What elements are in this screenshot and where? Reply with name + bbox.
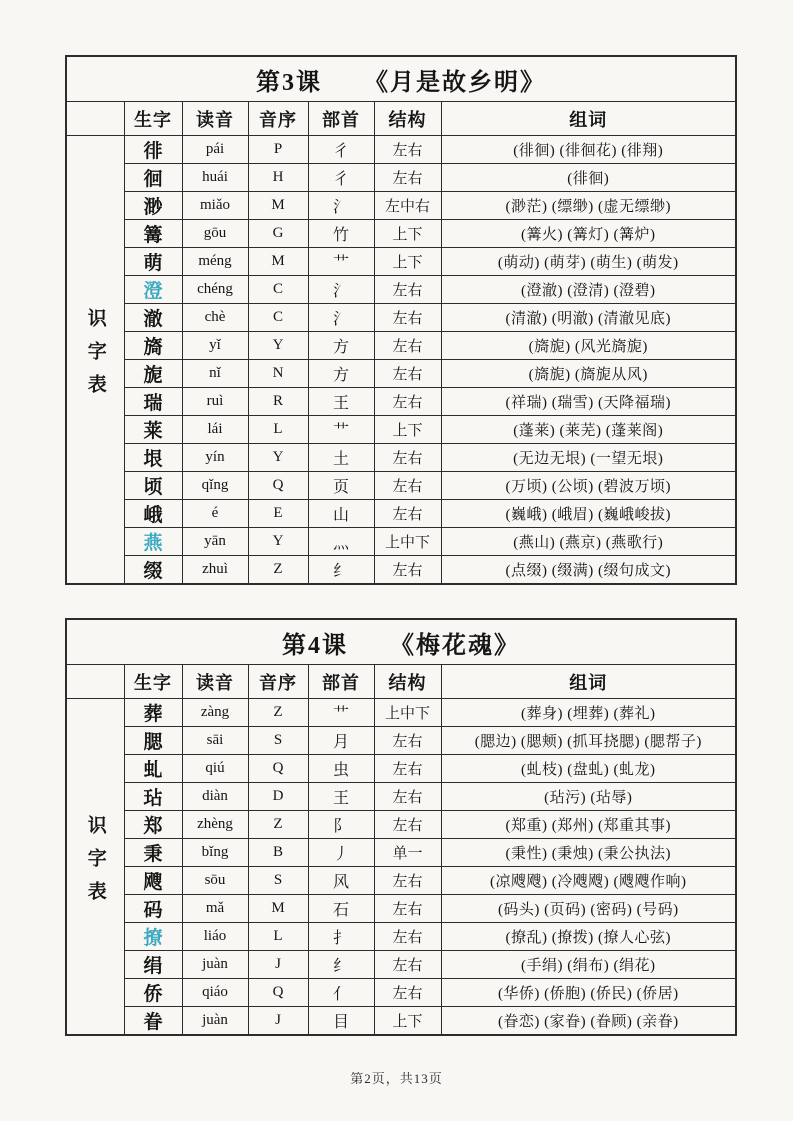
- table-row: [66, 472, 736, 500]
- lesson-4-vocab-table: [65, 618, 737, 1036]
- table-row: [66, 388, 736, 416]
- alphabetical-initial: G: [248, 220, 308, 248]
- table-row: [66, 136, 736, 164]
- table-row: [66, 360, 736, 388]
- table-row: [66, 895, 736, 923]
- alphabetical-initial: J: [248, 1007, 308, 1036]
- alphabetical-initial: B: [248, 839, 308, 867]
- radical: 纟: [308, 556, 374, 585]
- column-header-pinyin: 读音: [182, 102, 248, 136]
- radical: 王: [308, 783, 374, 811]
- radical: 艹: [308, 699, 374, 727]
- table-row: [66, 248, 736, 276]
- new-character: 渺: [124, 192, 182, 220]
- word-groups: (蓬莱) (莱芜) (蓬莱阁): [441, 416, 736, 444]
- table-row: [66, 416, 736, 444]
- sidebar-header-spacer: [66, 665, 124, 699]
- radical: 丿: [308, 839, 374, 867]
- word-groups: (凉飕飕) (冷飕飕) (飕飕作响): [441, 867, 736, 895]
- character-structure: 左右: [374, 388, 441, 416]
- pinyin: zhèng: [182, 811, 248, 839]
- character-structure: 上下: [374, 248, 441, 276]
- word-groups: (虬枝) (盘虬) (虬龙): [441, 755, 736, 783]
- alphabetical-initial: J: [248, 951, 308, 979]
- new-character: 旎: [124, 360, 182, 388]
- new-character: 玷: [124, 783, 182, 811]
- column-header-row: [66, 102, 736, 136]
- word-groups: (手绢) (绢布) (绢花): [441, 951, 736, 979]
- new-character: 旖: [124, 332, 182, 360]
- word-groups: (葬身) (埋葬) (葬礼): [441, 699, 736, 727]
- pinyin: diàn: [182, 783, 248, 811]
- alphabetical-initial: P: [248, 136, 308, 164]
- radical: 阝: [308, 811, 374, 839]
- pinyin: sāi: [182, 727, 248, 755]
- alphabetical-initial: Z: [248, 699, 308, 727]
- character-structure: 左右: [374, 895, 441, 923]
- new-character: 莱: [124, 416, 182, 444]
- new-character: 撩: [124, 923, 182, 951]
- pinyin: qǐng: [182, 472, 248, 500]
- alphabetical-initial: H: [248, 164, 308, 192]
- lesson-number: 第3课: [256, 69, 323, 96]
- alphabetical-initial: S: [248, 867, 308, 895]
- table-row: [66, 727, 736, 755]
- alphabetical-initial: S: [248, 727, 308, 755]
- pinyin: lái: [182, 416, 248, 444]
- pinyin: qiú: [182, 755, 248, 783]
- radical: 王: [308, 388, 374, 416]
- radical: 彳: [308, 136, 374, 164]
- radical: 月: [308, 727, 374, 755]
- lesson-3-title: [66, 56, 736, 102]
- pinyin: liáo: [182, 923, 248, 951]
- radical: 土: [308, 444, 374, 472]
- column-header-structure: 结构: [374, 102, 441, 136]
- table-row: [66, 500, 736, 528]
- word-groups: (巍峨) (峨眉) (巍峨峻拔): [441, 500, 736, 528]
- lesson-number: 第4课: [282, 632, 349, 659]
- alphabetical-initial: M: [248, 895, 308, 923]
- new-character: 燕: [124, 528, 182, 556]
- new-character: 绢: [124, 951, 182, 979]
- radical: 彳: [308, 164, 374, 192]
- character-structure: 左右: [374, 556, 441, 585]
- character-structure: 上中下: [374, 528, 441, 556]
- character-structure: 左右: [374, 276, 441, 304]
- pinyin: chè: [182, 304, 248, 332]
- new-character: 徘: [124, 136, 182, 164]
- table-row: [66, 755, 736, 783]
- alphabetical-initial: Z: [248, 556, 308, 585]
- column-header-pinyin: 读音: [182, 665, 248, 699]
- pinyin: zhuì: [182, 556, 248, 585]
- character-structure: 左右: [374, 951, 441, 979]
- new-character: 郑: [124, 811, 182, 839]
- word-groups: (万顷) (公顷) (碧波万顷): [441, 472, 736, 500]
- column-header-char: 生字: [124, 665, 182, 699]
- character-structure: 单一: [374, 839, 441, 867]
- radical: 目: [308, 1007, 374, 1036]
- pinyin: é: [182, 500, 248, 528]
- pinyin: yān: [182, 528, 248, 556]
- alphabetical-initial: N: [248, 360, 308, 388]
- word-groups: (撩乱) (撩拨) (撩人心弦): [441, 923, 736, 951]
- character-structure: 左中右: [374, 192, 441, 220]
- table-row: [66, 979, 736, 1007]
- table-row: [66, 164, 736, 192]
- pinyin: méng: [182, 248, 248, 276]
- radical: 氵: [308, 276, 374, 304]
- pinyin: juàn: [182, 951, 248, 979]
- new-character: 虬: [124, 755, 182, 783]
- alphabetical-initial: L: [248, 923, 308, 951]
- new-character: 缀: [124, 556, 182, 585]
- table-row: [66, 699, 736, 727]
- table-row: [66, 276, 736, 304]
- word-groups: (旖旎) (风光旖旎): [441, 332, 736, 360]
- table-row: [66, 192, 736, 220]
- word-groups: (眷恋) (家眷) (眷顾) (亲眷): [441, 1007, 736, 1036]
- word-groups: (渺茫) (缥缈) (虚无缥缈): [441, 192, 736, 220]
- radical: 石: [308, 895, 374, 923]
- sidebar-vertical-text: 识字表: [84, 307, 106, 407]
- character-structure: 左右: [374, 332, 441, 360]
- column-header-initial: 音序: [248, 102, 308, 136]
- word-groups: (篝火) (篝灯) (篝炉): [441, 220, 736, 248]
- new-character: 瑞: [124, 388, 182, 416]
- alphabetical-initial: M: [248, 248, 308, 276]
- sidebar-section-label: [66, 136, 124, 585]
- lesson-name: 《月是故乡明》: [364, 69, 547, 96]
- pinyin: qiáo: [182, 979, 248, 1007]
- word-groups: (燕山) (燕京) (燕歌行): [441, 528, 736, 556]
- table-row: [66, 1007, 736, 1036]
- table-row: [66, 783, 736, 811]
- column-header-radical: 部首: [308, 102, 374, 136]
- character-structure: 上下: [374, 220, 441, 248]
- page-content: [65, 55, 735, 1036]
- pinyin: juàn: [182, 1007, 248, 1036]
- table-row: [66, 556, 736, 585]
- table-row: [66, 867, 736, 895]
- radical: 氵: [308, 304, 374, 332]
- new-character: 顷: [124, 472, 182, 500]
- table-row: [66, 811, 736, 839]
- table-row: [66, 220, 736, 248]
- radical: 氵: [308, 192, 374, 220]
- column-header-words: 组词: [441, 665, 736, 699]
- new-character: 侨: [124, 979, 182, 1007]
- pinyin: mǎ: [182, 895, 248, 923]
- word-groups: (华侨) (侨胞) (侨民) (侨居): [441, 979, 736, 1007]
- page-number-footer: 第2页，共13页: [350, 1071, 443, 1086]
- word-groups: (祥瑞) (瑞雪) (天降福瑞): [441, 388, 736, 416]
- radical: 亻: [308, 979, 374, 1007]
- character-structure: 上中下: [374, 699, 441, 727]
- radical: 纟: [308, 951, 374, 979]
- new-character: 峨: [124, 500, 182, 528]
- word-groups: (旖旎) (旖旎从风): [441, 360, 736, 388]
- pinyin: zàng: [182, 699, 248, 727]
- alphabetical-initial: C: [248, 276, 308, 304]
- new-character: 萌: [124, 248, 182, 276]
- radical: 艹: [308, 416, 374, 444]
- pinyin: yǐ: [182, 332, 248, 360]
- pinyin: chéng: [182, 276, 248, 304]
- word-groups: (玷污) (玷辱): [441, 783, 736, 811]
- new-character: 葬: [124, 699, 182, 727]
- alphabetical-initial: C: [248, 304, 308, 332]
- character-structure: 左右: [374, 811, 441, 839]
- alphabetical-initial: E: [248, 500, 308, 528]
- alphabetical-initial: Q: [248, 472, 308, 500]
- character-structure: 左右: [374, 164, 441, 192]
- character-structure: 左右: [374, 136, 441, 164]
- pinyin: gōu: [182, 220, 248, 248]
- lesson-4-title: [66, 619, 736, 665]
- table-row: [66, 839, 736, 867]
- character-structure: 上下: [374, 1007, 441, 1036]
- character-structure: 左右: [374, 444, 441, 472]
- radical: 方: [308, 360, 374, 388]
- alphabetical-initial: Q: [248, 979, 308, 1007]
- new-character: 秉: [124, 839, 182, 867]
- character-structure: 左右: [374, 360, 441, 388]
- alphabetical-initial: Y: [248, 528, 308, 556]
- sidebar-section-label: [66, 699, 124, 1036]
- pinyin: ruì: [182, 388, 248, 416]
- table-row: [66, 332, 736, 360]
- column-header-structure: 结构: [374, 665, 441, 699]
- lesson-3-title-row: [66, 56, 736, 102]
- character-structure: 左右: [374, 867, 441, 895]
- character-structure: 左右: [374, 755, 441, 783]
- new-character: 徊: [124, 164, 182, 192]
- word-groups: (徘徊) (徘徊花) (徘翔): [441, 136, 736, 164]
- character-structure: 左右: [374, 783, 441, 811]
- table-row: [66, 528, 736, 556]
- word-groups: (徘徊): [441, 164, 736, 192]
- alphabetical-initial: Y: [248, 444, 308, 472]
- pinyin: pái: [182, 136, 248, 164]
- alphabetical-initial: Y: [248, 332, 308, 360]
- new-character: 飕: [124, 867, 182, 895]
- pinyin: huái: [182, 164, 248, 192]
- new-character: 码: [124, 895, 182, 923]
- table-row: [66, 923, 736, 951]
- radical: 竹: [308, 220, 374, 248]
- radical: 风: [308, 867, 374, 895]
- alphabetical-initial: L: [248, 416, 308, 444]
- new-character: 篝: [124, 220, 182, 248]
- character-structure: 上下: [374, 416, 441, 444]
- word-groups: (码头) (页码) (密码) (号码): [441, 895, 736, 923]
- new-character: 腮: [124, 727, 182, 755]
- new-character: 垠: [124, 444, 182, 472]
- pinyin: nǐ: [182, 360, 248, 388]
- pinyin: yín: [182, 444, 248, 472]
- alphabetical-initial: D: [248, 783, 308, 811]
- pinyin: sōu: [182, 867, 248, 895]
- word-groups: (秉性) (秉烛) (秉公执法): [441, 839, 736, 867]
- table-row: [66, 951, 736, 979]
- new-character: 眷: [124, 1007, 182, 1036]
- pinyin: miǎo: [182, 192, 248, 220]
- word-groups: (澄澈) (澄清) (澄碧): [441, 276, 736, 304]
- column-header-initial: 音序: [248, 665, 308, 699]
- column-header-words: 组词: [441, 102, 736, 136]
- new-character: 澄: [124, 276, 182, 304]
- radical: 页: [308, 472, 374, 500]
- word-groups: (无边无垠) (一望无垠): [441, 444, 736, 472]
- word-groups: (萌动) (萌芽) (萌生) (萌发): [441, 248, 736, 276]
- alphabetical-initial: Z: [248, 811, 308, 839]
- alphabetical-initial: R: [248, 388, 308, 416]
- new-character: 澈: [124, 304, 182, 332]
- alphabetical-initial: M: [248, 192, 308, 220]
- radical: 虫: [308, 755, 374, 783]
- character-structure: 左右: [374, 979, 441, 1007]
- character-structure: 左右: [374, 923, 441, 951]
- radical: 方: [308, 332, 374, 360]
- word-groups: (腮边) (腮颊) (抓耳挠腮) (腮帮子): [441, 727, 736, 755]
- alphabetical-initial: Q: [248, 755, 308, 783]
- lesson-3-vocab-table: [65, 55, 737, 585]
- column-header-char: 生字: [124, 102, 182, 136]
- lesson-name: 《梅花魂》: [390, 632, 521, 659]
- column-header-row: [66, 665, 736, 699]
- column-header-radical: 部首: [308, 665, 374, 699]
- pinyin: bǐng: [182, 839, 248, 867]
- radical: 艹: [308, 248, 374, 276]
- word-groups: (点缀) (缀满) (缀句成文): [441, 556, 736, 585]
- word-groups: (郑重) (郑州) (郑重其事): [441, 811, 736, 839]
- sidebar-vertical-text: 识字表: [84, 814, 106, 914]
- radical: 灬: [308, 528, 374, 556]
- character-structure: 左右: [374, 472, 441, 500]
- table-row: [66, 444, 736, 472]
- radical: 扌: [308, 923, 374, 951]
- table-row: [66, 304, 736, 332]
- lesson-4-title-row: [66, 619, 736, 665]
- sidebar-header-spacer: [66, 102, 124, 136]
- character-structure: 左右: [374, 727, 441, 755]
- character-structure: 左右: [374, 304, 441, 332]
- word-groups: (清澈) (明澈) (清澈见底): [441, 304, 736, 332]
- radical: 山: [308, 500, 374, 528]
- character-structure: 左右: [374, 500, 441, 528]
